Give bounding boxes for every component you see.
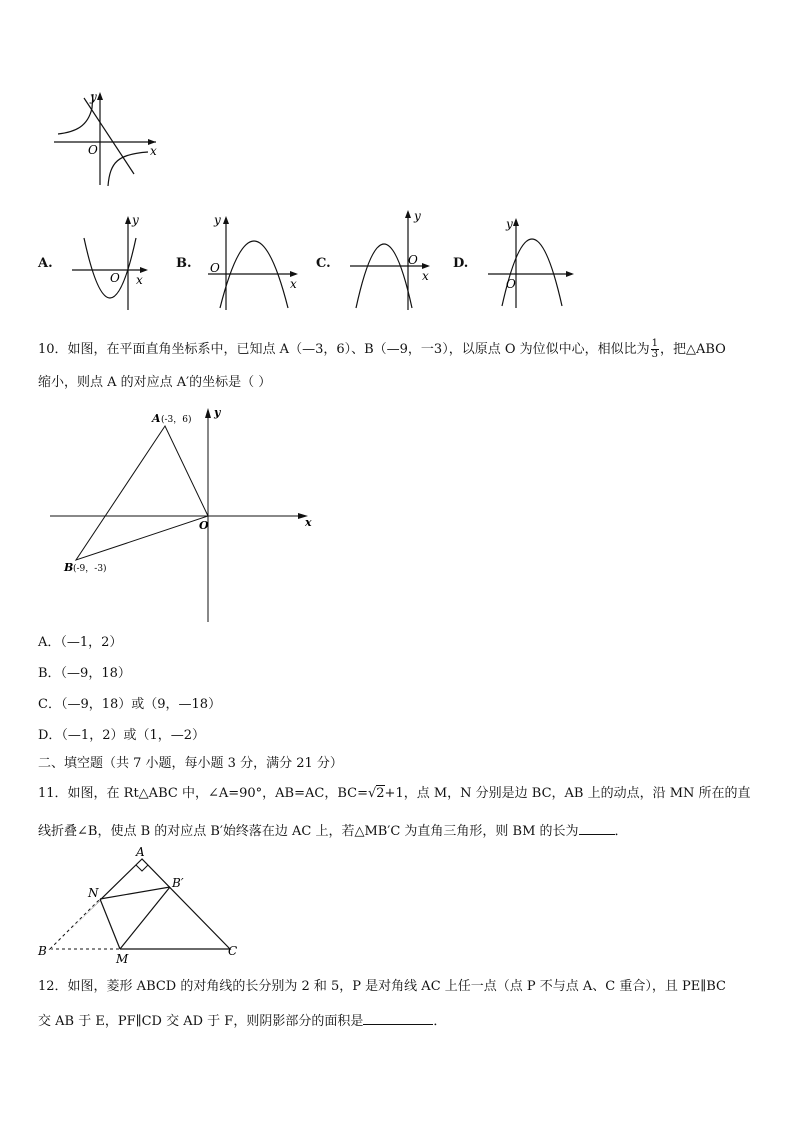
svg-text:B: B bbox=[38, 944, 47, 958]
q10-line1: 10．如图，在平面直角坐标系中，已知点 A（—3，6）、B（—9，一3），以原点 O 为位似中心，相似比为 $\frac{1}{3}$ ，把△ABO bbox=[38, 338, 726, 360]
svg-text:O: O bbox=[506, 277, 516, 291]
q11-answer-blank[interactable] bbox=[579, 822, 615, 835]
option-a-graph bbox=[70, 212, 152, 312]
point-b-label: B bbox=[64, 561, 74, 574]
y-axis-arrow bbox=[97, 92, 103, 100]
svg-text:x: x bbox=[136, 273, 143, 287]
y-label: y bbox=[90, 90, 97, 104]
svg-text:y: y bbox=[214, 213, 221, 227]
hyperbola-branch-right bbox=[108, 152, 148, 186]
svg-text:A: A bbox=[136, 845, 145, 859]
top-function-graph bbox=[52, 88, 167, 188]
segment-mb-prime bbox=[120, 887, 170, 949]
triangle-abc bbox=[50, 859, 230, 949]
q10-coordinate-figure bbox=[48, 402, 320, 626]
segment-nm bbox=[100, 899, 120, 949]
q11-triangle-figure bbox=[34, 845, 244, 965]
origin-label: O bbox=[199, 519, 209, 532]
svg-text:y: y bbox=[506, 217, 513, 231]
point-a-label: A bbox=[152, 412, 161, 425]
option-c-letter: C. bbox=[316, 256, 331, 271]
triangle-abo bbox=[76, 426, 208, 560]
q10-fraction: $\frac{1}{3}$ bbox=[651, 338, 658, 360]
q10-option-d: D．（—1，2）或（1，—2） bbox=[38, 728, 206, 743]
option-b-graph bbox=[204, 212, 304, 312]
option-b-letter: B. bbox=[176, 256, 192, 271]
right-angle-mark bbox=[136, 865, 148, 871]
svg-text:x: x bbox=[290, 277, 297, 291]
q10-option-b: B．（—9，18） bbox=[38, 666, 131, 681]
svg-text:y: y bbox=[132, 213, 139, 227]
option-c-graph bbox=[346, 206, 438, 312]
x-label: x bbox=[305, 516, 312, 529]
option-d-graph bbox=[484, 214, 582, 310]
option-a-letter: A. bbox=[38, 256, 53, 271]
hyperbola-branch-left bbox=[58, 94, 93, 134]
option-d-letter: D. bbox=[453, 256, 469, 271]
svg-text:M: M bbox=[116, 952, 129, 965]
q12-line2: 交 AB 于 E，PF∥CD 交 AD 于 F，则阴影部分的面积是 ． bbox=[38, 1014, 447, 1029]
svg-text:y: y bbox=[414, 209, 421, 223]
sqrt-symbol: √ bbox=[367, 786, 377, 801]
q10-option-c: C．（—9，18）或（9，—18） bbox=[38, 697, 222, 712]
svg-text:O: O bbox=[110, 271, 120, 285]
segment-nb-prime bbox=[100, 887, 170, 899]
svg-text:O: O bbox=[210, 261, 220, 275]
point-a-coord: (-3，6) bbox=[161, 415, 192, 425]
y-label: y bbox=[214, 406, 221, 419]
q10-line2: 缩小，则点 A 的对应点 A′的坐标是（ ） bbox=[38, 375, 272, 390]
q12-line1: 12．如图，菱形 ABCD 的对角线的长分别为 2 和 5，P 是对角线 AC 上任一点（点 P 不与点 A、C 重合），且 PE∥BC bbox=[38, 979, 727, 994]
origin-label: O bbox=[88, 143, 98, 157]
q11-line2: 线折叠∠B，使点 B 的对应点 B′始终落在边 AC 上，若△MB′C 为直角三角形，则 BM 的长为 ． bbox=[38, 824, 628, 839]
line-graph bbox=[84, 98, 134, 174]
svg-text:C: C bbox=[228, 944, 238, 958]
q11-line1: 11．如图，在 Rt△ABC 中，∠A=90°，AB=AC，BC=√2+1，点 M，N 分别是边 BC，AB 上的动点，沿 MN 所在的直 bbox=[38, 786, 751, 801]
svg-text:O: O bbox=[408, 253, 418, 267]
q10-option-a: A．（—1，2） bbox=[38, 635, 123, 650]
point-b-coord: (-9，-3) bbox=[73, 564, 107, 574]
section-2-heading: 二、填空题（共 7 小题，每小题 3 分，满分 21 分） bbox=[38, 756, 343, 771]
parabola bbox=[502, 239, 562, 306]
svg-text:B′: B′ bbox=[172, 876, 184, 890]
parabola bbox=[356, 244, 412, 308]
q12-answer-blank[interactable] bbox=[363, 1012, 433, 1025]
x-label: x bbox=[150, 144, 157, 158]
svg-text:N: N bbox=[88, 886, 99, 900]
svg-text:x: x bbox=[422, 269, 429, 283]
